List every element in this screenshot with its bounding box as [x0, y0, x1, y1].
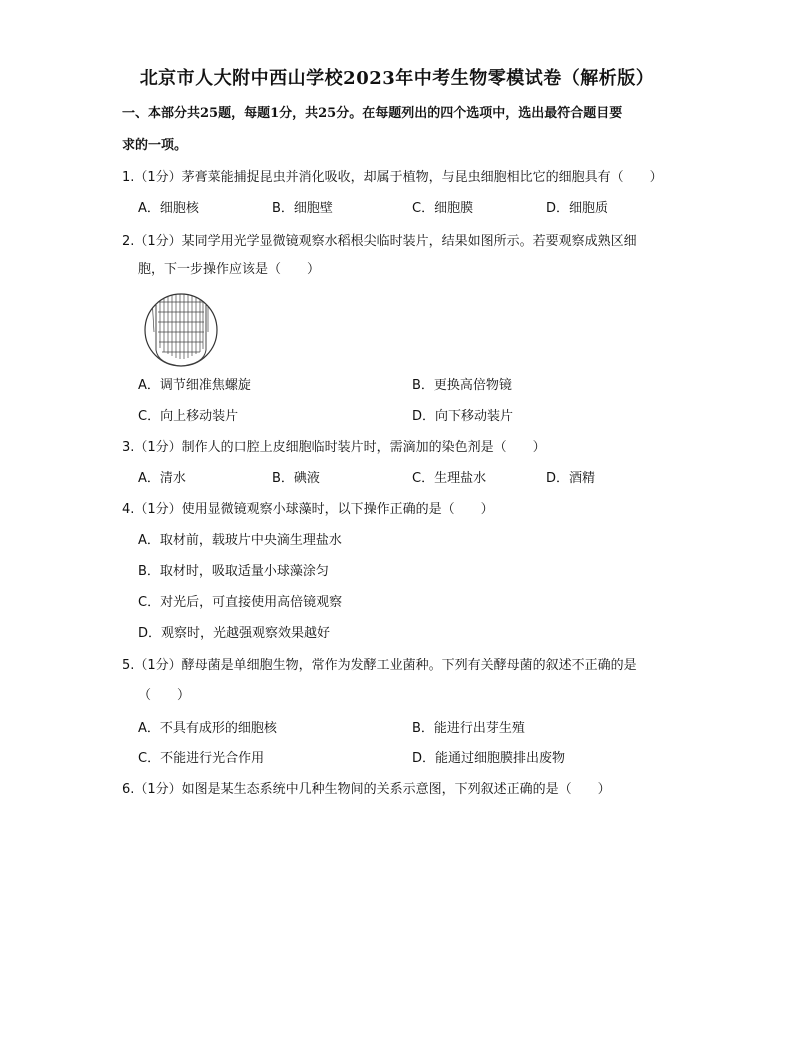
- question-1-stem: 1.（1分）茅膏菜能捕捉昆虫并消化吸收，却属于植物，与昆虫细胞相比它的细胞具有（ ）: [122, 170, 663, 185]
- microscope-root-tip-figure: [138, 292, 224, 368]
- section-instructions-line2: 求的一项。: [122, 138, 188, 153]
- question-2-stem-line2: 胞，下一步操作应该是（ ）: [138, 262, 321, 277]
- question-4-option-b: B．取材时，吸取适量小球藻涂匀: [138, 564, 329, 579]
- question-3-option-b: B．碘液: [272, 471, 320, 486]
- question-5-stem-line2: （ ）: [138, 688, 191, 703]
- exam-title: 北京市人大附中西山学校2023年中考生物零模试卷（解析版）: [139, 68, 655, 89]
- question-5-option-d: D．能通过细胞膜排出废物: [412, 751, 566, 766]
- question-1-option-b: B．细胞壁: [272, 201, 333, 216]
- question-2-option-c: C．向上移动装片: [138, 409, 239, 424]
- section-instructions-line1: 一、本部分共25题，每题1分，共25分。在每题列出的四个选项中，选出最符合题目要: [122, 106, 623, 121]
- question-3-option-a: A．清水: [138, 471, 186, 486]
- question-3-option-d: D．酒精: [546, 471, 596, 486]
- question-5-option-b: B．能进行出芽生殖: [412, 721, 525, 736]
- question-2-option-a: A．调节细准焦螺旋: [138, 378, 251, 393]
- question-2-stem-line1: 2.（1分）某同学用光学显微镜观察水稻根尖临时装片，结果如图所示。若要观察成熟区细: [122, 234, 637, 249]
- question-4-option-d: D．观察时，光越强观察效果越好: [138, 626, 331, 641]
- question-2-option-b: B．更换高倍物镜: [412, 378, 512, 393]
- question-5-option-a: A．不具有成形的细胞核: [138, 721, 277, 736]
- question-1-option-d: D．细胞质: [546, 201, 609, 216]
- question-5-option-c: C．不能进行光合作用: [138, 751, 265, 766]
- question-6-stem: 6.（1分）如图是某生态系统中几种生物间的关系示意图，下列叙述正确的是（ ）: [122, 782, 611, 797]
- question-1-option-c: C．细胞膜: [412, 201, 474, 216]
- question-1-option-a: A．细胞核: [138, 201, 199, 216]
- question-3-stem: 3.（1分）制作人的口腔上皮细胞临时装片时，需滴加的染色剂是（ ）: [122, 440, 546, 455]
- question-4-option-c: C．对光后，可直接使用高倍镜观察: [138, 595, 343, 610]
- question-4-option-a: A．取材前，载玻片中央滴生理盐水: [138, 533, 342, 548]
- question-4-stem: 4.（1分）使用显微镜观察小球藻时，以下操作正确的是（ ）: [122, 502, 494, 517]
- question-5-stem-line1: 5.（1分）酵母菌是单细胞生物，常作为发酵工业菌种。下列有关酵母菌的叙述不正确的是: [122, 658, 637, 673]
- question-2-option-d: D．向下移动装片: [412, 409, 514, 424]
- question-3-option-c: C．生理盐水: [412, 471, 487, 486]
